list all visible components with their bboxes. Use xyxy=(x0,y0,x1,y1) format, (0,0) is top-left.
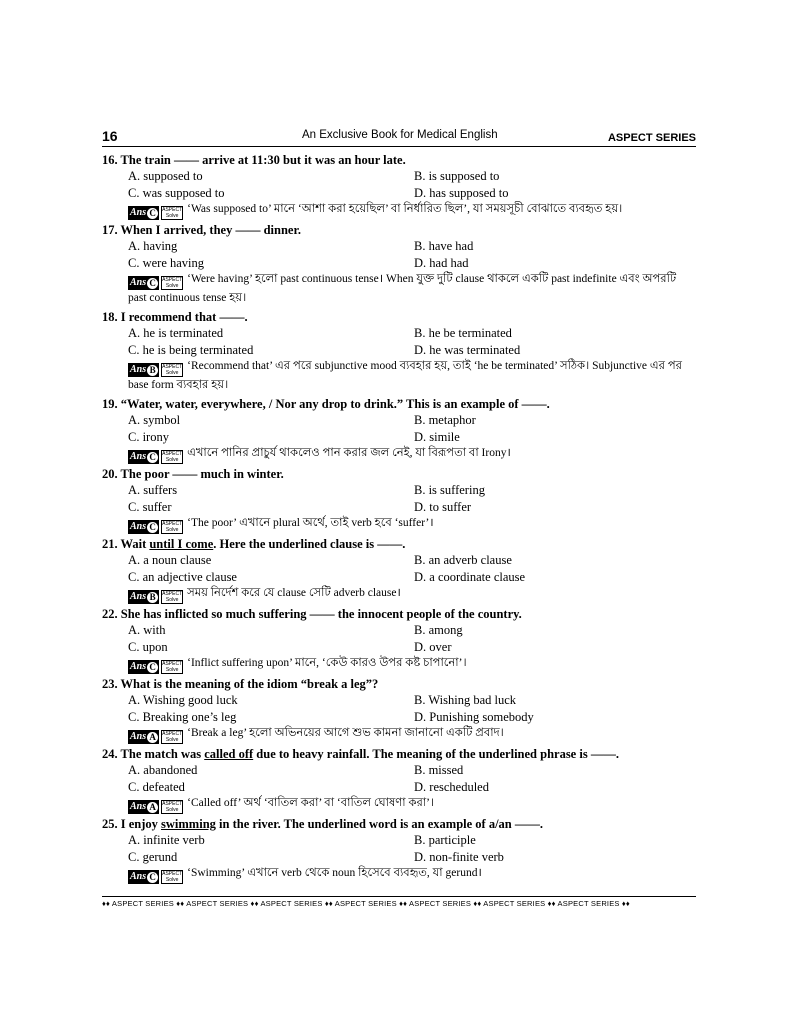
answer-letter: C xyxy=(147,522,158,533)
answer-badge xyxy=(128,520,183,534)
options-grid xyxy=(102,238,696,271)
aspect-label: ASPECT xyxy=(162,591,183,597)
question-item xyxy=(102,746,696,814)
question-stem-post: in the river. The underlined word is an example of a/an ——. xyxy=(215,817,544,831)
explanation-text: ‘The poor’ এখানে plural অর্থে, তাই verb হবে ‘suffer’। xyxy=(187,517,434,529)
ans-word: Ans xyxy=(130,364,147,375)
underlined-text: swimming xyxy=(161,817,216,831)
solve-label: Solve xyxy=(165,527,179,533)
question-number: 23. xyxy=(102,677,118,691)
answer-badge xyxy=(128,870,183,884)
aspect-solve-icon xyxy=(161,800,183,814)
option: C. he is being terminated xyxy=(128,342,254,357)
ans-word: Ans xyxy=(130,521,147,532)
ans-label xyxy=(128,800,159,814)
option: D. Punishing somebody xyxy=(414,709,534,724)
answer-explanation xyxy=(102,585,696,604)
ans-word: Ans xyxy=(130,661,147,672)
question-stem-pre: The match was xyxy=(120,747,205,761)
option: B. metaphor xyxy=(414,413,476,427)
answer-badge xyxy=(128,450,183,464)
question-stem: She has inflicted so much suffering —— the innocent people of the country. xyxy=(120,607,522,621)
option: C. Breaking one’s leg xyxy=(128,709,237,724)
question-item xyxy=(102,606,696,674)
explanation-text: ‘Called off’ অর্থ ‘বাতিল করা’ বা ‘বাতিল ঘোষণা করা’। xyxy=(187,797,435,809)
question-item xyxy=(102,536,696,604)
solve-label: Solve xyxy=(165,807,179,813)
question-stem-post: . Here the underlined clause is ——. xyxy=(213,537,406,551)
option: B. missed xyxy=(414,763,464,777)
question-text xyxy=(102,152,696,168)
question-item xyxy=(102,309,696,394)
explanation-text: সময় নির্দেশ করে যে clause সেটি adverb clause। xyxy=(187,587,401,599)
answer-letter: C xyxy=(147,452,158,463)
solve-label: Solve xyxy=(165,877,179,883)
answer-badge xyxy=(128,363,183,377)
question-stem-pre: Wait xyxy=(120,537,150,551)
answer-letter: C xyxy=(147,662,158,673)
ans-word: Ans xyxy=(130,731,147,742)
question-list xyxy=(102,152,696,884)
aspect-solve-icon xyxy=(161,450,183,464)
question-stem: “Water, water, everywhere, / Nor any drop to drink.” This is an example of ——. xyxy=(120,397,550,411)
option: A. a noun clause xyxy=(128,553,212,567)
question-item xyxy=(102,466,696,534)
option: C. defeated xyxy=(128,779,185,794)
aspect-label: ASPECT xyxy=(162,661,183,667)
series-name: ASPECT SERIES xyxy=(607,132,696,144)
ans-word: Ans xyxy=(130,591,147,602)
page-header xyxy=(102,128,696,147)
solve-label: Solve xyxy=(165,370,179,376)
question-item xyxy=(102,396,696,464)
page xyxy=(102,128,696,886)
answer-badge xyxy=(128,730,183,744)
option: D. rescheduled xyxy=(414,779,489,794)
option: A. having xyxy=(128,239,178,253)
ans-label xyxy=(128,450,159,464)
answer-badge xyxy=(128,276,183,290)
question-item xyxy=(102,676,696,744)
option: A. he is terminated xyxy=(128,326,224,340)
option: D. over xyxy=(414,639,452,654)
answer-badge xyxy=(128,660,183,674)
aspect-label: ASPECT xyxy=(162,364,183,370)
answer-letter: C xyxy=(147,872,158,883)
answer-explanation xyxy=(102,445,696,464)
question-number: 22. xyxy=(102,607,118,621)
answer-badge xyxy=(128,590,183,604)
solve-label: Solve xyxy=(165,457,179,463)
options-grid xyxy=(102,552,696,585)
question-number: 21. xyxy=(102,537,118,551)
aspect-solve-icon xyxy=(161,730,183,744)
option: A. Wishing good luck xyxy=(128,693,238,707)
option: A. supposed to xyxy=(128,169,203,183)
question-stem: When I arrived, they —— dinner. xyxy=(120,223,301,237)
ans-label xyxy=(128,276,159,290)
question-number: 19. xyxy=(102,397,118,411)
solve-label: Solve xyxy=(165,667,179,673)
options-grid xyxy=(102,482,696,515)
option: C. an adjective clause xyxy=(128,569,237,584)
aspect-solve-icon xyxy=(161,206,183,220)
answer-explanation xyxy=(102,865,696,884)
aspect-solve-icon xyxy=(161,870,183,884)
aspect-label: ASPECT xyxy=(162,521,183,527)
question-number: 24. xyxy=(102,747,118,761)
solve-label: Solve xyxy=(165,283,179,289)
explanation-text: এখানে পানির প্রাচুর্য থাকলেও পান করার জল নেই, যা বিরূপতা বা Irony। xyxy=(187,447,511,459)
question-stem: What is the meaning of the idiom “break a leg”? xyxy=(120,677,379,691)
question-number: 16. xyxy=(102,153,118,167)
answer-badge xyxy=(128,800,183,814)
option: C. was supposed to xyxy=(128,185,225,200)
ans-label xyxy=(128,660,159,674)
question-text xyxy=(102,816,696,832)
aspect-solve-icon xyxy=(161,363,183,377)
option: A. symbol xyxy=(128,413,181,427)
question-text xyxy=(102,676,696,692)
aspect-solve-icon xyxy=(161,520,183,534)
question-text xyxy=(102,396,696,412)
options-grid xyxy=(102,325,696,358)
answer-explanation xyxy=(102,271,696,307)
option: B. participle xyxy=(414,833,476,847)
explanation-text: ‘Break a leg’ হলো অভিনয়ের আগে শুভ কামনা জানানো একটি প্রবাদ। xyxy=(187,727,504,739)
option: B. among xyxy=(414,623,463,637)
option: C. gerund xyxy=(128,849,178,864)
answer-letter: C xyxy=(147,208,158,219)
ans-word: Ans xyxy=(130,451,147,462)
question-item xyxy=(102,222,696,307)
solve-label: Solve xyxy=(165,597,179,603)
book-title: An Exclusive Book for Medical English xyxy=(302,129,498,141)
options-grid xyxy=(102,412,696,445)
aspect-label: ASPECT xyxy=(162,451,183,457)
answer-letter: A xyxy=(147,802,158,813)
option: B. have had xyxy=(414,239,474,253)
answer-explanation xyxy=(102,795,696,814)
aspect-solve-icon xyxy=(161,590,183,604)
question-text xyxy=(102,606,696,622)
option: D. had had xyxy=(414,255,469,270)
ans-word: Ans xyxy=(130,277,147,288)
solve-label: Solve xyxy=(165,213,179,219)
page-footer: ♦♦ ASPECT SERIES ♦♦ ASPECT SERIES ♦♦ ASPECT SERIES ♦♦ ASPECT SERIES ♦♦ ASPECT SERIES ♦♦ ASPECT SERIES ♦♦ ASPECT SERIES ♦♦ xyxy=(102,896,696,908)
aspect-label: ASPECT xyxy=(162,801,183,807)
explanation-text: ‘Recommend that’ এর পরে subjunctive mood ব্যবহার হয়, তাই ‘he be terminated’ সঠিক। Subjunctive এর পর base form ব্যবহার হয়। xyxy=(128,360,682,391)
question-item xyxy=(102,152,696,220)
option: D. simile xyxy=(414,429,460,444)
aspect-solve-icon xyxy=(161,276,183,290)
answer-letter: C xyxy=(147,278,158,289)
question-number: 18. xyxy=(102,310,118,324)
aspect-label: ASPECT xyxy=(162,277,183,283)
answer-letter: B xyxy=(147,365,158,376)
option: C. upon xyxy=(128,639,168,654)
options-grid xyxy=(102,622,696,655)
ans-label xyxy=(128,363,159,377)
explanation-text: ‘Were having’ হলো past continuous tense। When যুক্ত দুটি clause থাকলে একটি past indefinite এবং অপরটি past continuous tense হয়। xyxy=(128,273,677,304)
question-stem: The poor —— much in winter. xyxy=(120,467,284,481)
answer-explanation xyxy=(102,358,696,394)
question-text xyxy=(102,466,696,482)
option: D. a coordinate clause xyxy=(414,569,526,584)
question-stem: I recommend that ——. xyxy=(120,310,248,324)
question-text xyxy=(102,222,696,238)
solve-label: Solve xyxy=(165,737,179,743)
question-item xyxy=(102,816,696,884)
question-number: 20. xyxy=(102,467,118,481)
answer-letter: A xyxy=(147,732,158,743)
option: B. is supposed to xyxy=(414,169,500,183)
aspect-label: ASPECT xyxy=(162,871,183,877)
option: B. an adverb clause xyxy=(414,553,512,567)
aspect-solve-icon xyxy=(161,660,183,674)
answer-explanation xyxy=(102,655,696,674)
option: A. suffers xyxy=(128,483,178,497)
question-stem: The train —— arrive at 11:30 but it was an hour late. xyxy=(120,153,406,167)
ans-label xyxy=(128,590,159,604)
option: B. Wishing bad luck xyxy=(414,693,517,707)
ans-word: Ans xyxy=(130,207,147,218)
question-stem-post: due to heavy rainfall. The meaning of the underlined phrase is ——. xyxy=(253,747,619,761)
question-stem-pre: I enjoy xyxy=(120,817,162,831)
answer-badge xyxy=(128,206,183,220)
question-number: 25. xyxy=(102,817,118,831)
question-text xyxy=(102,536,696,552)
ans-label xyxy=(128,870,159,884)
options-grid xyxy=(102,762,696,795)
answer-explanation xyxy=(102,725,696,744)
option: D. he was terminated xyxy=(414,342,521,357)
option: C. irony xyxy=(128,429,169,444)
ans-label xyxy=(128,206,159,220)
ans-word: Ans xyxy=(130,801,147,812)
option: A. abandoned xyxy=(128,763,198,777)
option: A. infinite verb xyxy=(128,833,205,847)
explanation-text: ‘Swimming’ এখানে verb থেকে noun হিসেবে ব্যবহৃত, যা gerund। xyxy=(187,867,482,879)
answer-letter: B xyxy=(147,592,158,603)
underlined-text: called off xyxy=(204,747,254,761)
option: C. were having xyxy=(128,255,205,270)
option: A. with xyxy=(128,623,166,637)
ans-label xyxy=(128,520,159,534)
question-text xyxy=(102,746,696,762)
option: C. suffer xyxy=(128,499,172,514)
aspect-label: ASPECT xyxy=(162,207,183,213)
option: B. he be terminated xyxy=(414,326,512,340)
explanation-text: ‘Was supposed to’ মানে ‘আশা করা হয়েছিল’ বা নির্ধারিত ছিল’, যা সময়সূচী বোঝাতে ব্যবহৃত হয়। xyxy=(187,203,623,215)
option: D. to suffer xyxy=(414,499,472,514)
explanation-text: ‘Inflict suffering upon’ মানে, ‘কেউ কারও উপর কষ্ট চাপানো’। xyxy=(187,657,467,669)
aspect-label: ASPECT xyxy=(162,731,183,737)
underlined-text: until I come xyxy=(149,537,214,551)
question-number: 17. xyxy=(102,223,118,237)
options-grid xyxy=(102,692,696,725)
option: B. is suffering xyxy=(414,483,485,497)
answer-explanation xyxy=(102,201,696,220)
ans-label xyxy=(128,730,159,744)
page-number: 16 xyxy=(102,128,118,144)
question-text xyxy=(102,309,696,325)
ans-word: Ans xyxy=(130,871,147,882)
answer-explanation xyxy=(102,515,696,534)
options-grid xyxy=(102,168,696,201)
option: D. has supposed to xyxy=(414,185,509,200)
option: D. non-finite verb xyxy=(414,849,504,864)
options-grid xyxy=(102,832,696,865)
